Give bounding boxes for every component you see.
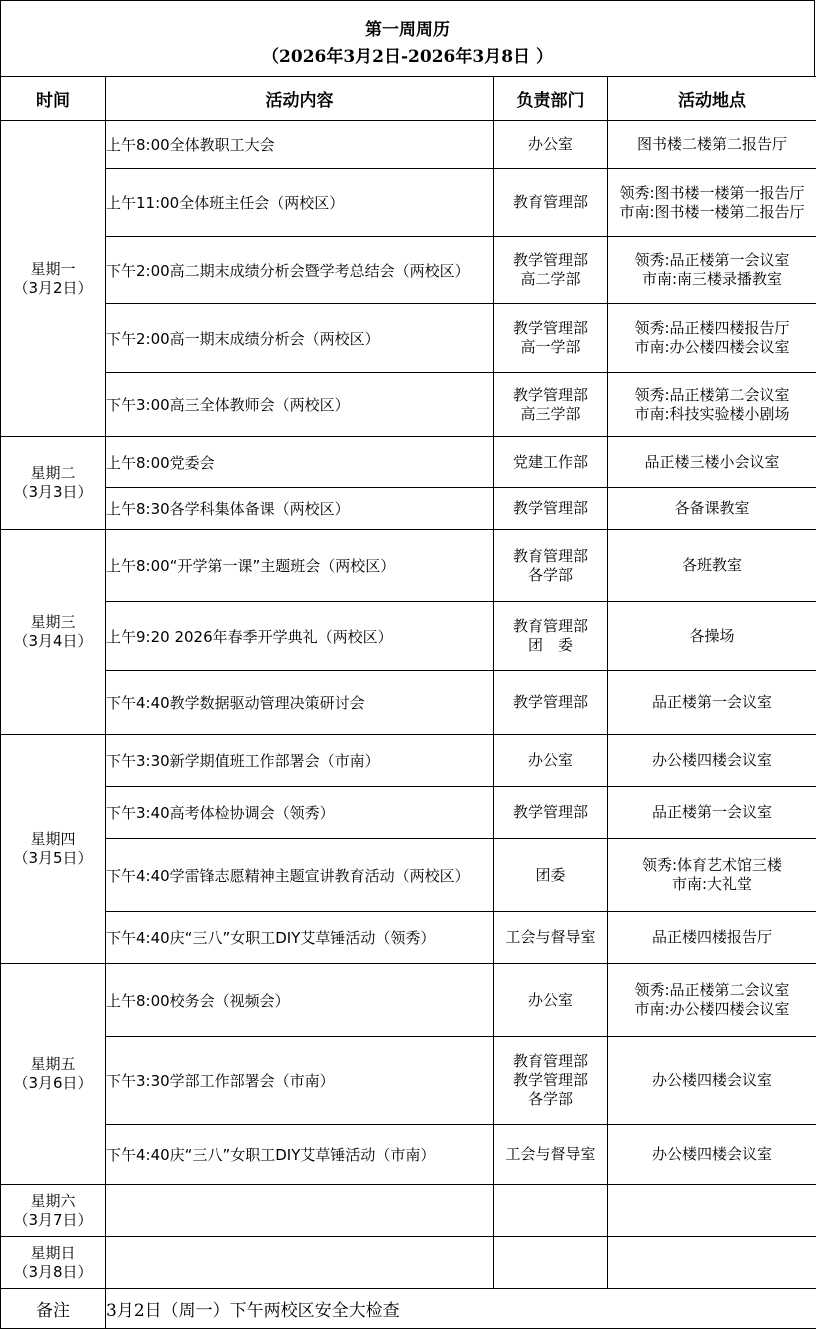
line: 领秀:图书楼一楼第一报告厅 (619, 183, 805, 202)
line: 领秀:品正楼第一会议室 (634, 251, 790, 269)
event-dept (494, 1125, 608, 1185)
line: 办公楼四楼会议室 (651, 751, 772, 769)
event-location (608, 1125, 816, 1185)
line: 领秀:品正楼第二会议室 (634, 981, 790, 999)
event-content (106, 1185, 494, 1237)
event-location (608, 437, 816, 488)
line: 教学管理部 (512, 1071, 588, 1089)
line: 市南:大礼堂 (671, 875, 753, 893)
event-content: 下午2:00高二期末成绩分析会暨学考总结会（两校区） (106, 237, 494, 304)
line: 市南:南三楼录播教室 (641, 270, 783, 288)
event-content: 下午4:40庆“三八”女职工DIY艾草锤活动（市南） (106, 1125, 494, 1185)
event-content (106, 1237, 494, 1289)
line: 教育管理部 (512, 546, 588, 565)
event-content: 下午3:00高三全体教师会（两校区） (106, 373, 494, 437)
event-location (608, 1237, 816, 1289)
calendar-date-range: （2026年3月2日-2026年3月8日 ） (262, 47, 553, 67)
header-row (1, 77, 816, 121)
table-row (1, 602, 816, 671)
event-location (608, 530, 816, 602)
table-row (1, 121, 816, 169)
day-date: （3月2日） (13, 278, 93, 297)
line: 办公室 (527, 135, 573, 153)
calendar-title-block (0, 0, 815, 76)
event-dept (494, 1037, 608, 1125)
event-dept (494, 169, 608, 237)
event-content: 上午8:00校务会（视频会） (106, 964, 494, 1037)
event-dept (494, 602, 608, 671)
event-dept (494, 1237, 608, 1289)
table-row (1, 304, 816, 373)
table-row (1, 671, 816, 735)
table-row (1, 1185, 816, 1237)
event-content: 下午3:30学部工作部署会（市南） (106, 1037, 494, 1125)
day-name: 星期二 (30, 464, 76, 482)
table-row (1, 437, 816, 488)
table-row (1, 1125, 816, 1185)
table-row (1, 373, 816, 437)
day-date: （3月5日） (13, 849, 93, 867)
table-row (1, 169, 816, 237)
event-location (608, 373, 816, 437)
day-date: （3月7日） (13, 1210, 93, 1229)
day-date: （3月6日） (13, 1074, 93, 1092)
event-content: 上午8:00党委会 (106, 437, 494, 488)
event-location (608, 735, 816, 787)
header-location: 活动地点 (608, 77, 816, 121)
event-content: 下午2:00高一期末成绩分析会（两校区） (106, 304, 494, 373)
line: 品正楼第一会议室 (651, 693, 772, 711)
event-dept (494, 787, 608, 839)
note-text: 3月2日（周一）下午两校区安全大检查 (106, 1289, 816, 1329)
note-label: 备注 (1, 1289, 106, 1329)
event-location (608, 787, 816, 839)
event-content: 上午8:00“开学第一课”主题班会（两校区） (106, 530, 494, 602)
day-cell (1, 437, 106, 530)
line: 图书楼二楼第二报告厅 (636, 135, 787, 153)
event-location (608, 488, 816, 530)
event-dept (494, 530, 608, 602)
line: 教学管理部 (512, 319, 588, 337)
calendar-title: 第一周周历 (365, 20, 450, 40)
table-row (1, 735, 816, 787)
line: 品正楼第一会议室 (651, 803, 772, 821)
day-cell (1, 1185, 106, 1237)
line: 各操场 (689, 626, 735, 645)
event-location (608, 169, 816, 237)
line: 高三学部 (520, 404, 581, 423)
line: 办公楼四楼会议室 (651, 1071, 772, 1089)
event-content: 下午4:40庆“三八”女职工DIY艾草锤活动（领秀） (106, 912, 494, 964)
line: 工会与督导室 (505, 928, 596, 946)
line: 教育管理部 (512, 617, 588, 635)
day-cell (1, 1237, 106, 1289)
event-location (608, 121, 816, 169)
event-location (608, 304, 816, 373)
line: 办公室 (527, 990, 573, 1009)
header-content: 活动内容 (106, 77, 494, 121)
day-name: 星期五 (30, 1055, 76, 1073)
line: 教学管理部 (512, 499, 588, 517)
line: 教学管理部 (512, 693, 588, 711)
day-cell (1, 964, 106, 1185)
note-row (1, 1289, 816, 1329)
event-content: 下午4:40学雷锋志愿精神主题宣讲教育活动（两校区） (106, 839, 494, 912)
day-cell (1, 121, 106, 437)
event-content: 下午3:40高考体检协调会（领秀） (106, 787, 494, 839)
line: 团委 (535, 865, 566, 884)
line: 领秀:品正楼四楼报告厅 (634, 319, 790, 337)
line: 党建工作部 (512, 452, 588, 471)
event-dept (494, 1185, 608, 1237)
line: 各备课教室 (674, 499, 750, 517)
day-name: 星期三 (30, 613, 76, 631)
event-location (608, 671, 816, 735)
table-row (1, 237, 816, 304)
day-date: （3月3日） (13, 483, 93, 501)
line: 工会与督导室 (505, 1145, 596, 1163)
event-dept (494, 964, 608, 1037)
event-content: 上午11:00全体班主任会（两校区） (106, 169, 494, 237)
event-dept (494, 373, 608, 437)
line: 市南:图书楼一楼第二报告厅 (619, 202, 805, 221)
table-row (1, 488, 816, 530)
event-location (608, 912, 816, 964)
event-dept (494, 237, 608, 304)
day-cell (1, 735, 106, 964)
line: 品正楼三楼小会议室 (644, 452, 780, 471)
day-name: 星期六 (30, 1191, 76, 1210)
line: 市南:办公楼四楼会议室 (634, 338, 790, 356)
day-date: （3月4日） (13, 632, 93, 650)
line: 各班教室 (681, 556, 742, 574)
table-row (1, 912, 816, 964)
line: 团 委 (527, 636, 573, 654)
day-cell (1, 530, 106, 735)
line: 各学部 (527, 1090, 573, 1108)
line: 办公室 (527, 751, 573, 769)
schedule-table (0, 76, 816, 1329)
table-row (1, 1237, 816, 1289)
line: 教育管理部 (512, 193, 588, 211)
line: 教学管理部 (512, 385, 588, 404)
day-name: 星期一 (30, 259, 76, 278)
table-row (1, 787, 816, 839)
event-content: 上午8:30各学科集体备课（两校区） (106, 488, 494, 530)
event-content: 上午8:00全体教职工大会 (106, 121, 494, 169)
table-row (1, 964, 816, 1037)
header-dept: 负责部门 (494, 77, 608, 121)
event-location (608, 237, 816, 304)
event-dept (494, 735, 608, 787)
event-location (608, 964, 816, 1037)
line: 教学管理部 (512, 251, 588, 269)
table-row (1, 839, 816, 912)
event-dept (494, 121, 608, 169)
table-row (1, 530, 816, 602)
schedule-body (1, 121, 816, 1329)
line: 领秀:体育艺术馆三楼 (641, 856, 783, 874)
line: 教育管理部 (512, 1052, 588, 1070)
line: 办公楼四楼会议室 (651, 1145, 772, 1163)
line: 高二学部 (520, 270, 581, 288)
event-location (608, 602, 816, 671)
event-dept (494, 671, 608, 735)
line: 高一学部 (520, 338, 581, 356)
event-content: 下午4:40教学数据驱动管理决策研讨会 (106, 671, 494, 735)
line: 市南:办公楼四楼会议室 (634, 1000, 790, 1018)
line: 品正楼四楼报告厅 (651, 928, 772, 946)
event-dept (494, 488, 608, 530)
event-dept (494, 912, 608, 964)
line: 市南:科技实验楼小剧场 (634, 404, 790, 423)
line: 教学管理部 (512, 803, 588, 821)
header-time: 时间 (1, 77, 106, 121)
day-date: （3月8日） (13, 1262, 93, 1281)
day-name: 星期日 (30, 1243, 76, 1262)
line: 各学部 (527, 565, 573, 584)
event-dept (494, 304, 608, 373)
event-location (608, 1185, 816, 1237)
line: 领秀:品正楼第二会议室 (634, 385, 790, 404)
event-content: 上午9:20 2026年春季开学典礼（两校区） (106, 602, 494, 671)
table-row (1, 1037, 816, 1125)
day-name: 星期四 (30, 830, 76, 848)
event-location (608, 1037, 816, 1125)
event-location (608, 839, 816, 912)
event-dept (494, 437, 608, 488)
event-dept (494, 839, 608, 912)
event-content: 下午3:30新学期值班工作部署会（市南） (106, 735, 494, 787)
